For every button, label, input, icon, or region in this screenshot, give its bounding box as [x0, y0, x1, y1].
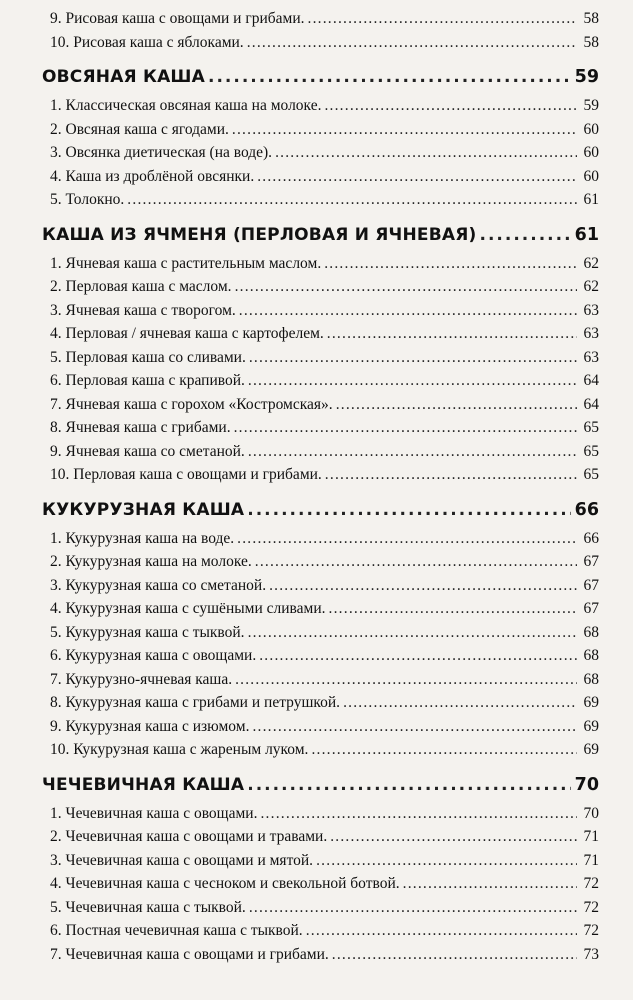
toc-entry-page: 65	[583, 442, 599, 460]
toc-entry-title: 1. Чечевичная каша с овощами.	[50, 804, 258, 822]
toc-entry-page: 66	[583, 529, 599, 547]
dot-leader	[343, 691, 577, 715]
toc-entry	[42, 346, 599, 370]
toc-entry	[42, 118, 599, 142]
toc-section-heading	[42, 62, 599, 92]
toc-entry	[42, 919, 599, 943]
dot-leader	[247, 495, 570, 525]
toc-entry	[42, 872, 599, 896]
toc-entry-page: 65	[583, 419, 599, 436]
toc-entry	[42, 188, 599, 212]
toc-entry-title: 2. Кукурузная каша на молоке.	[50, 553, 252, 570]
toc-entry	[42, 574, 599, 598]
toc-entry-page: 72	[583, 875, 599, 892]
toc-entry-page: 63	[583, 325, 599, 342]
toc-entry-page: 71	[583, 851, 599, 869]
dot-leader	[247, 31, 577, 55]
toc-entry-title: 4. Чечевичная каша с чесноком и свекольной ботвой.	[50, 875, 400, 892]
toc-entry-page: 63	[583, 301, 599, 319]
section-heading-page: 70	[574, 774, 599, 795]
dot-leader	[237, 527, 577, 551]
toc-entry-page: 67	[583, 553, 599, 570]
toc-entry-title: 5. Перловая каша со сливами.	[50, 348, 246, 366]
section-heading-page: 61	[574, 224, 599, 245]
toc-entry-page: 73	[583, 945, 599, 963]
toc-section-heading	[42, 495, 599, 525]
toc-entry-page: 69	[583, 717, 599, 735]
toc-entry	[42, 621, 599, 645]
toc-entry-page: 68	[583, 670, 599, 688]
dot-leader	[249, 896, 577, 920]
dot-leader	[332, 943, 577, 967]
toc-entry-title: 6. Кукурузная каша с овощами.	[50, 647, 257, 664]
section-heading-page: 66	[574, 499, 599, 520]
toc-entry	[42, 393, 599, 417]
dot-leader	[325, 463, 577, 487]
toc-entry-title: 3. Кукурузная каша со сметаной.	[50, 576, 267, 594]
toc-section	[42, 770, 599, 967]
toc-section-heading	[42, 220, 599, 250]
dot-leader	[480, 220, 571, 250]
toc-entry	[42, 802, 599, 826]
section-heading-title: КУКУРУЗНАЯ КАША	[42, 499, 245, 520]
toc-entry-title: 4. Перловая / ячневая каша с картофелем.	[50, 325, 324, 342]
toc-entry-title: 9. Ячневая каша со сметаной.	[50, 442, 245, 460]
toc-entry-page: 68	[583, 623, 599, 641]
toc-entry	[42, 691, 599, 715]
toc-entry-title: 5. Толокно.	[50, 191, 125, 208]
toc-entry-title: 8. Кукурузная каша с грибами и петрушкой.	[50, 694, 341, 711]
toc-entry-title: 5. Чечевичная каша с тыквой.	[50, 898, 246, 916]
toc-section-heading	[42, 770, 599, 800]
toc-entry-title: 2. Овсяная каша с ягодами.	[50, 120, 229, 138]
toc-entry-page: 58	[583, 10, 599, 27]
dot-leader	[249, 346, 577, 370]
toc-section	[42, 220, 599, 487]
toc-entry-title: 4. Каша из дроблёной овсянки.	[50, 167, 255, 185]
dot-leader	[316, 849, 577, 873]
dot-leader	[327, 322, 577, 346]
dot-leader	[329, 597, 577, 621]
dot-leader	[248, 621, 577, 645]
dot-leader	[336, 393, 577, 417]
toc-entry	[42, 668, 599, 692]
toc-entry	[42, 299, 599, 323]
toc-entry-page: 72	[583, 898, 599, 916]
toc-entry-title: 7. Ячневая каша с горохом «Костромская».	[50, 395, 333, 413]
toc-entry-page: 67	[583, 576, 599, 594]
dot-leader	[308, 7, 578, 31]
toc-entry-title: 1. Ячневая каша с растительным маслом.	[50, 254, 322, 272]
toc-entry-title: 3. Овсянка диетическая (на воде).	[50, 144, 273, 161]
dot-leader	[260, 802, 577, 826]
dot-leader	[235, 668, 577, 692]
toc-entry-page: 72	[583, 922, 599, 939]
toc-entry-title: 10. Перловая каша с овощами и грибами.	[50, 466, 322, 483]
toc-entry-page: 60	[583, 167, 599, 185]
toc-entry	[42, 463, 599, 487]
toc-entry	[42, 896, 599, 920]
toc-entry-page: 68	[583, 647, 599, 664]
toc-entry	[42, 31, 599, 55]
dot-leader	[275, 141, 577, 165]
toc-entry-title: 1. Кукурузная каша на воде.	[50, 529, 235, 547]
toc-entry-title: 8. Ячневая каша с грибами.	[50, 419, 231, 436]
toc-entry	[42, 597, 599, 621]
toc-entry	[42, 94, 599, 118]
dot-leader	[311, 738, 577, 762]
toc-entry-title: 2. Чечевичная каша с овощами и травами.	[50, 828, 328, 845]
toc-entry	[42, 849, 599, 873]
toc-entry-title: 6. Перловая каша с крапивой.	[50, 372, 245, 389]
toc-entry	[42, 165, 599, 189]
toc-entry	[42, 322, 599, 346]
toc-entry-page: 63	[583, 348, 599, 366]
toc-entry	[42, 440, 599, 464]
toc-section-continued	[42, 7, 599, 54]
toc-entry-title: 6. Постная чечевичная каша с тыквой.	[50, 922, 303, 939]
dot-leader	[127, 188, 577, 212]
toc-entry-title: 7. Чечевичная каша с овощами и грибами.	[50, 945, 329, 963]
toc-entry-title: 10. Рисовая каша с яблоками.	[50, 33, 244, 51]
toc-entry-page: 61	[583, 191, 599, 208]
section-heading-title: КАША ИЗ ЯЧМЕНЯ (ПЕРЛОВАЯ И ЯЧНЕВАЯ)	[42, 224, 477, 245]
toc-entry	[42, 943, 599, 967]
dot-leader	[208, 62, 571, 92]
dot-leader	[235, 275, 577, 299]
dot-leader	[306, 919, 577, 943]
section-heading-title: ОВСЯНАЯ КАША	[42, 67, 205, 87]
toc-entry	[42, 369, 599, 393]
dot-leader	[252, 715, 577, 739]
toc-entry-page: 64	[583, 395, 599, 413]
toc-entry	[42, 7, 599, 31]
toc-entry-title: 10. Кукурузная каша с жареным луком.	[50, 741, 309, 758]
toc-entry	[42, 550, 599, 574]
dot-leader	[247, 770, 570, 800]
dot-leader	[330, 825, 577, 849]
dot-leader	[255, 550, 577, 574]
toc-entry-title: 1. Классическая овсяная каша на молоке.	[50, 97, 322, 114]
toc-entry	[42, 416, 599, 440]
toc-entry-page: 70	[583, 804, 599, 822]
toc-entry-page: 69	[583, 694, 599, 711]
dot-leader	[324, 252, 577, 276]
toc-entry	[42, 275, 599, 299]
section-heading-title: ЧЕЧЕВИЧНАЯ КАША	[42, 774, 245, 795]
toc-entry-page: 71	[583, 828, 599, 845]
dot-leader	[269, 574, 577, 598]
toc-entry	[42, 644, 599, 668]
toc-entry	[42, 141, 599, 165]
toc-entry-title: 3. Чечевичная каша с овощами и мятой.	[50, 851, 314, 869]
toc-entry-page: 65	[583, 466, 599, 483]
dot-leader	[259, 644, 577, 668]
toc-entry-title: 3. Ячневая каша с творогом.	[50, 301, 236, 319]
toc-entry-page: 62	[583, 278, 599, 295]
toc-entry-page: 64	[583, 372, 599, 389]
section-heading-page: 59	[574, 67, 599, 87]
toc-section	[42, 62, 599, 212]
toc-entry-page: 67	[583, 600, 599, 617]
dot-leader	[324, 94, 577, 118]
toc-entry	[42, 252, 599, 276]
dot-leader	[234, 416, 577, 440]
toc-entry	[42, 825, 599, 849]
toc-entry-page: 69	[583, 741, 599, 758]
toc-entry	[42, 527, 599, 551]
dot-leader	[239, 299, 577, 323]
toc-entry-page: 59	[583, 97, 599, 114]
toc-entry	[42, 738, 599, 762]
dot-leader	[248, 440, 577, 464]
toc-entry-title: 2. Перловая каша с маслом.	[50, 278, 232, 295]
toc-entry-title: 4. Кукурузная каша с сушёными сливами.	[50, 600, 326, 617]
dot-leader	[232, 118, 577, 142]
dot-leader	[257, 165, 577, 189]
toc-entry-title: 7. Кукурузно-ячневая каша.	[50, 670, 233, 688]
dot-leader	[403, 872, 577, 896]
toc-entry-title: 5. Кукурузная каша с тыквой.	[50, 623, 245, 641]
toc-entry-page: 62	[583, 254, 599, 272]
toc-entry-title: 9. Кукурузная каша с изюмом.	[50, 717, 250, 735]
toc-entry-page: 58	[583, 33, 599, 51]
toc-section	[42, 495, 599, 762]
dot-leader	[248, 369, 577, 393]
toc-entry-page: 60	[583, 144, 599, 161]
toc-entry-title: 9. Рисовая каша с овощами и грибами.	[50, 10, 305, 27]
toc-entry-page: 60	[583, 120, 599, 138]
toc-entry	[42, 715, 599, 739]
